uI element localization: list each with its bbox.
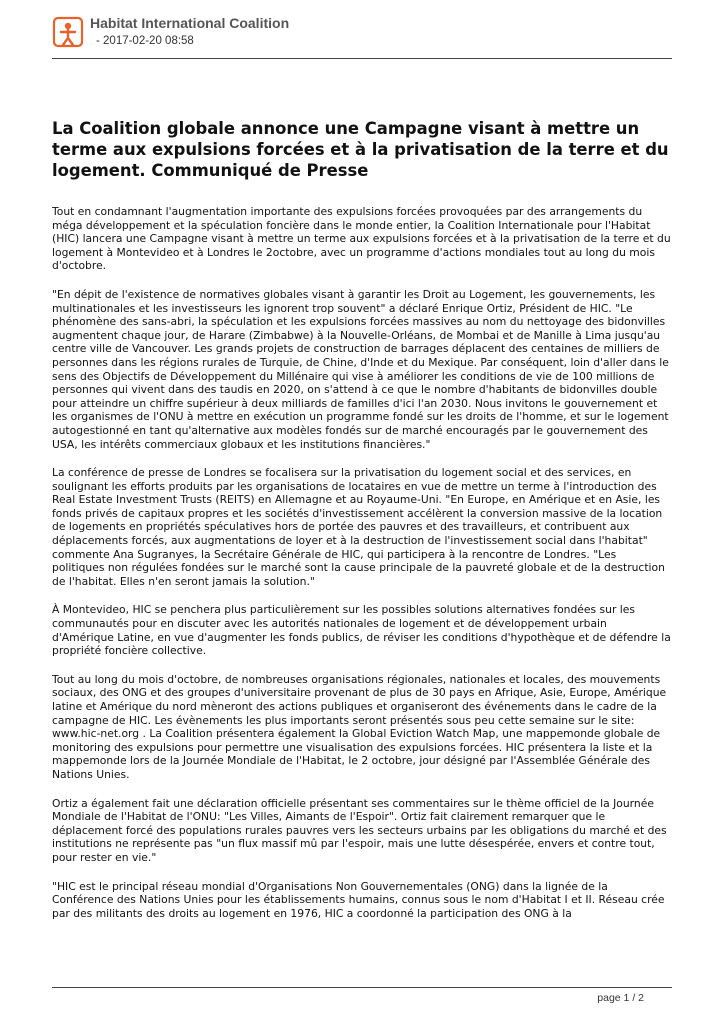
hic-logo-icon [52, 16, 84, 48]
article-paragraph: "HIC est le principal réseau mondial d'Organisations Non Gouvernementales (ONG) dans la lignée de la Conférence des Nations Unies pour les établissements humains, connus sous le nom d'Habitat I et II. Réseau crée par des militants des droits au logement en 1976, HIC a coordonné la participation des ONG à la [52, 879, 665, 920]
article-body [52, 205, 672, 955]
header-divider [52, 58, 672, 59]
article-paragraph: "En dépit de l'existence de normatives globales visant à garantir les Droit au Logement, les gouvernements, les multinationales et les investisseurs les ignorent trop souvent" a déclaré Enrique Ortiz, Président de HIC. "Le phénomène des sans-abri, la spéculation et les expulsions forcées massives au nom du nettoyage des bidonvilles augmentent chaque jour, de Harare (Zimbabwe) à la Nouvelle-Orléans, de Mombai et de Manille à Lima jusqu'au centre ville de Vancouver. Les grands projets de construction de barrages déplacent des centaines de milliers de personnes dans les régions rurales de Turquie, de Chine, d'Inde et du Mexique. Par conséquent, loin d'aller dans le sens des Objectifs de Développement du Millénaire qui vise à améliorer les conditions de vie de 100 millions de personnes qui vivent dans des taudis en 2020, on s'attend à ce que le nombre d'habitants de bidonvilles double pour atteindre un chiffre supérieur à deux milliards de familles d'ici l'an 2030. Nous invitons le gouvernement et les organismes de l'ONU à mettre en exécution un programme fondé sur les droits de l'homme, et sur le logement autogestionné en tant qu'alternative aux modèles fondés sur de marché encouragés par le gouvernement des USA, les intérêts commerciaux globaux et les institutions financières." [52, 287, 669, 451]
article-title: La Coalition globale annonce une Campagne visant à mettre un terme aux expulsions forcées et à la privatisation de la terre et du logement. Communiqué de Presse [52, 119, 669, 180]
page-number: page 1 / 2 [597, 992, 644, 1004]
article-paragraph: La conférence de presse de Londres se focalisera sur la privatisation du logement social et des services, en soulignant les efforts produits par les organisations de locataires en vue de mettre un terme à l'introduction des Real Estate Investment Trusts (REITS) en Allemagne et au Royaume-Uni. "En Europe, en Amérique et en Asie, les fonds privés de capitaux propres et les sociétés d'investissement accélèrent la conversion massive de la location de logements en propriétés spéculatives hors de portée des pauvres et des travailleurs, et contribuent aux déplacements forcés, aux augmentations de loyer et à la destruction de l'investissement social dans l'habitat" commente Ana Sugranyes, la Secrétaire Générale de HIC, qui participera à la rencontre de Londres. "Les politiques non régulées fondées sur le marché sont la cause principale de la pauvreté globale et de la destruction de l'habitat. Elles n'en seront jamais la solution." [52, 466, 665, 588]
article-paragraph: Ortiz a également fait une déclaration officielle présentant ses commentaires sur le thème officiel de la Journée Mondiale de l'Habitat de l'ONU: "Les Villes, Aimants de l'Espoir". Ortiz fait clairement remarquer que le déplacement forcé des populations rurales pauvres vers les secteurs urbains par les obligations du marché et des institutions ne représente pas "un flux massif mû par l'espoir, mais une lutte désespérée, envers et contre tout, pour rester en vie." [52, 796, 667, 864]
post-date: - 2017-02-20 08:58 [96, 35, 194, 47]
page-header [52, 14, 672, 54]
article-paragraph: Tout au long du mois d'octobre, de nombreuses organisations régionales, nationales et locales, des mouvements sociaux, des ONG et des groupes d'universitaire provenant de plus de 30 pays en Afrique, Asie, Europe, Amérique latine et Amérique du nord mèneront des actions publiques et organiseront des événements dans le cadre de la campagne de HIC. Les évènements les plus importants seront présentés sous peu cette semaine sur le site: www.hic-net.org . La Coalition présentera également la Global Eviction Watch Map, une mappemonde globale de monitoring des expulsions pour permettre une visualisation des expulsions forcées. HIC présentera la liste et la mappemonde lors de la Journée Mondiale de l'Habitat, le 2 octobre, jour désigné par l'Assemblée Générale des Nations Unies. [52, 672, 667, 781]
footer-divider [52, 987, 672, 988]
article-paragraph: Tout en condamnant l'augmentation importante des expulsions forcées provoquées par des arrangements du méga développement et la spéculation foncière dans le monde entier, la Coalition Internationale pour l'Habitat (HIC) lancera une Campagne visant à mettre un terme aux expulsions forcées et à la privatisation de la terre et du logement à Montevideo et à Londres le 2octobre, avec un programme d'actions mondiales tout au long du mois d'octobre. [52, 205, 671, 273]
article-paragraph: À Montevideo, HIC se penchera plus particulièrement sur les possibles solutions alternatives fondées sur les communautés pour en discuter avec les autorités nationales de logement et de développement urbain d'Amérique Latine, en vue d'augmenter les fonds publics, de réviser les conditions d'hypothèque et de défendre la propriété foncière collective. [52, 603, 671, 658]
site-name[interactable]: Habitat International Coalition [90, 15, 290, 31]
